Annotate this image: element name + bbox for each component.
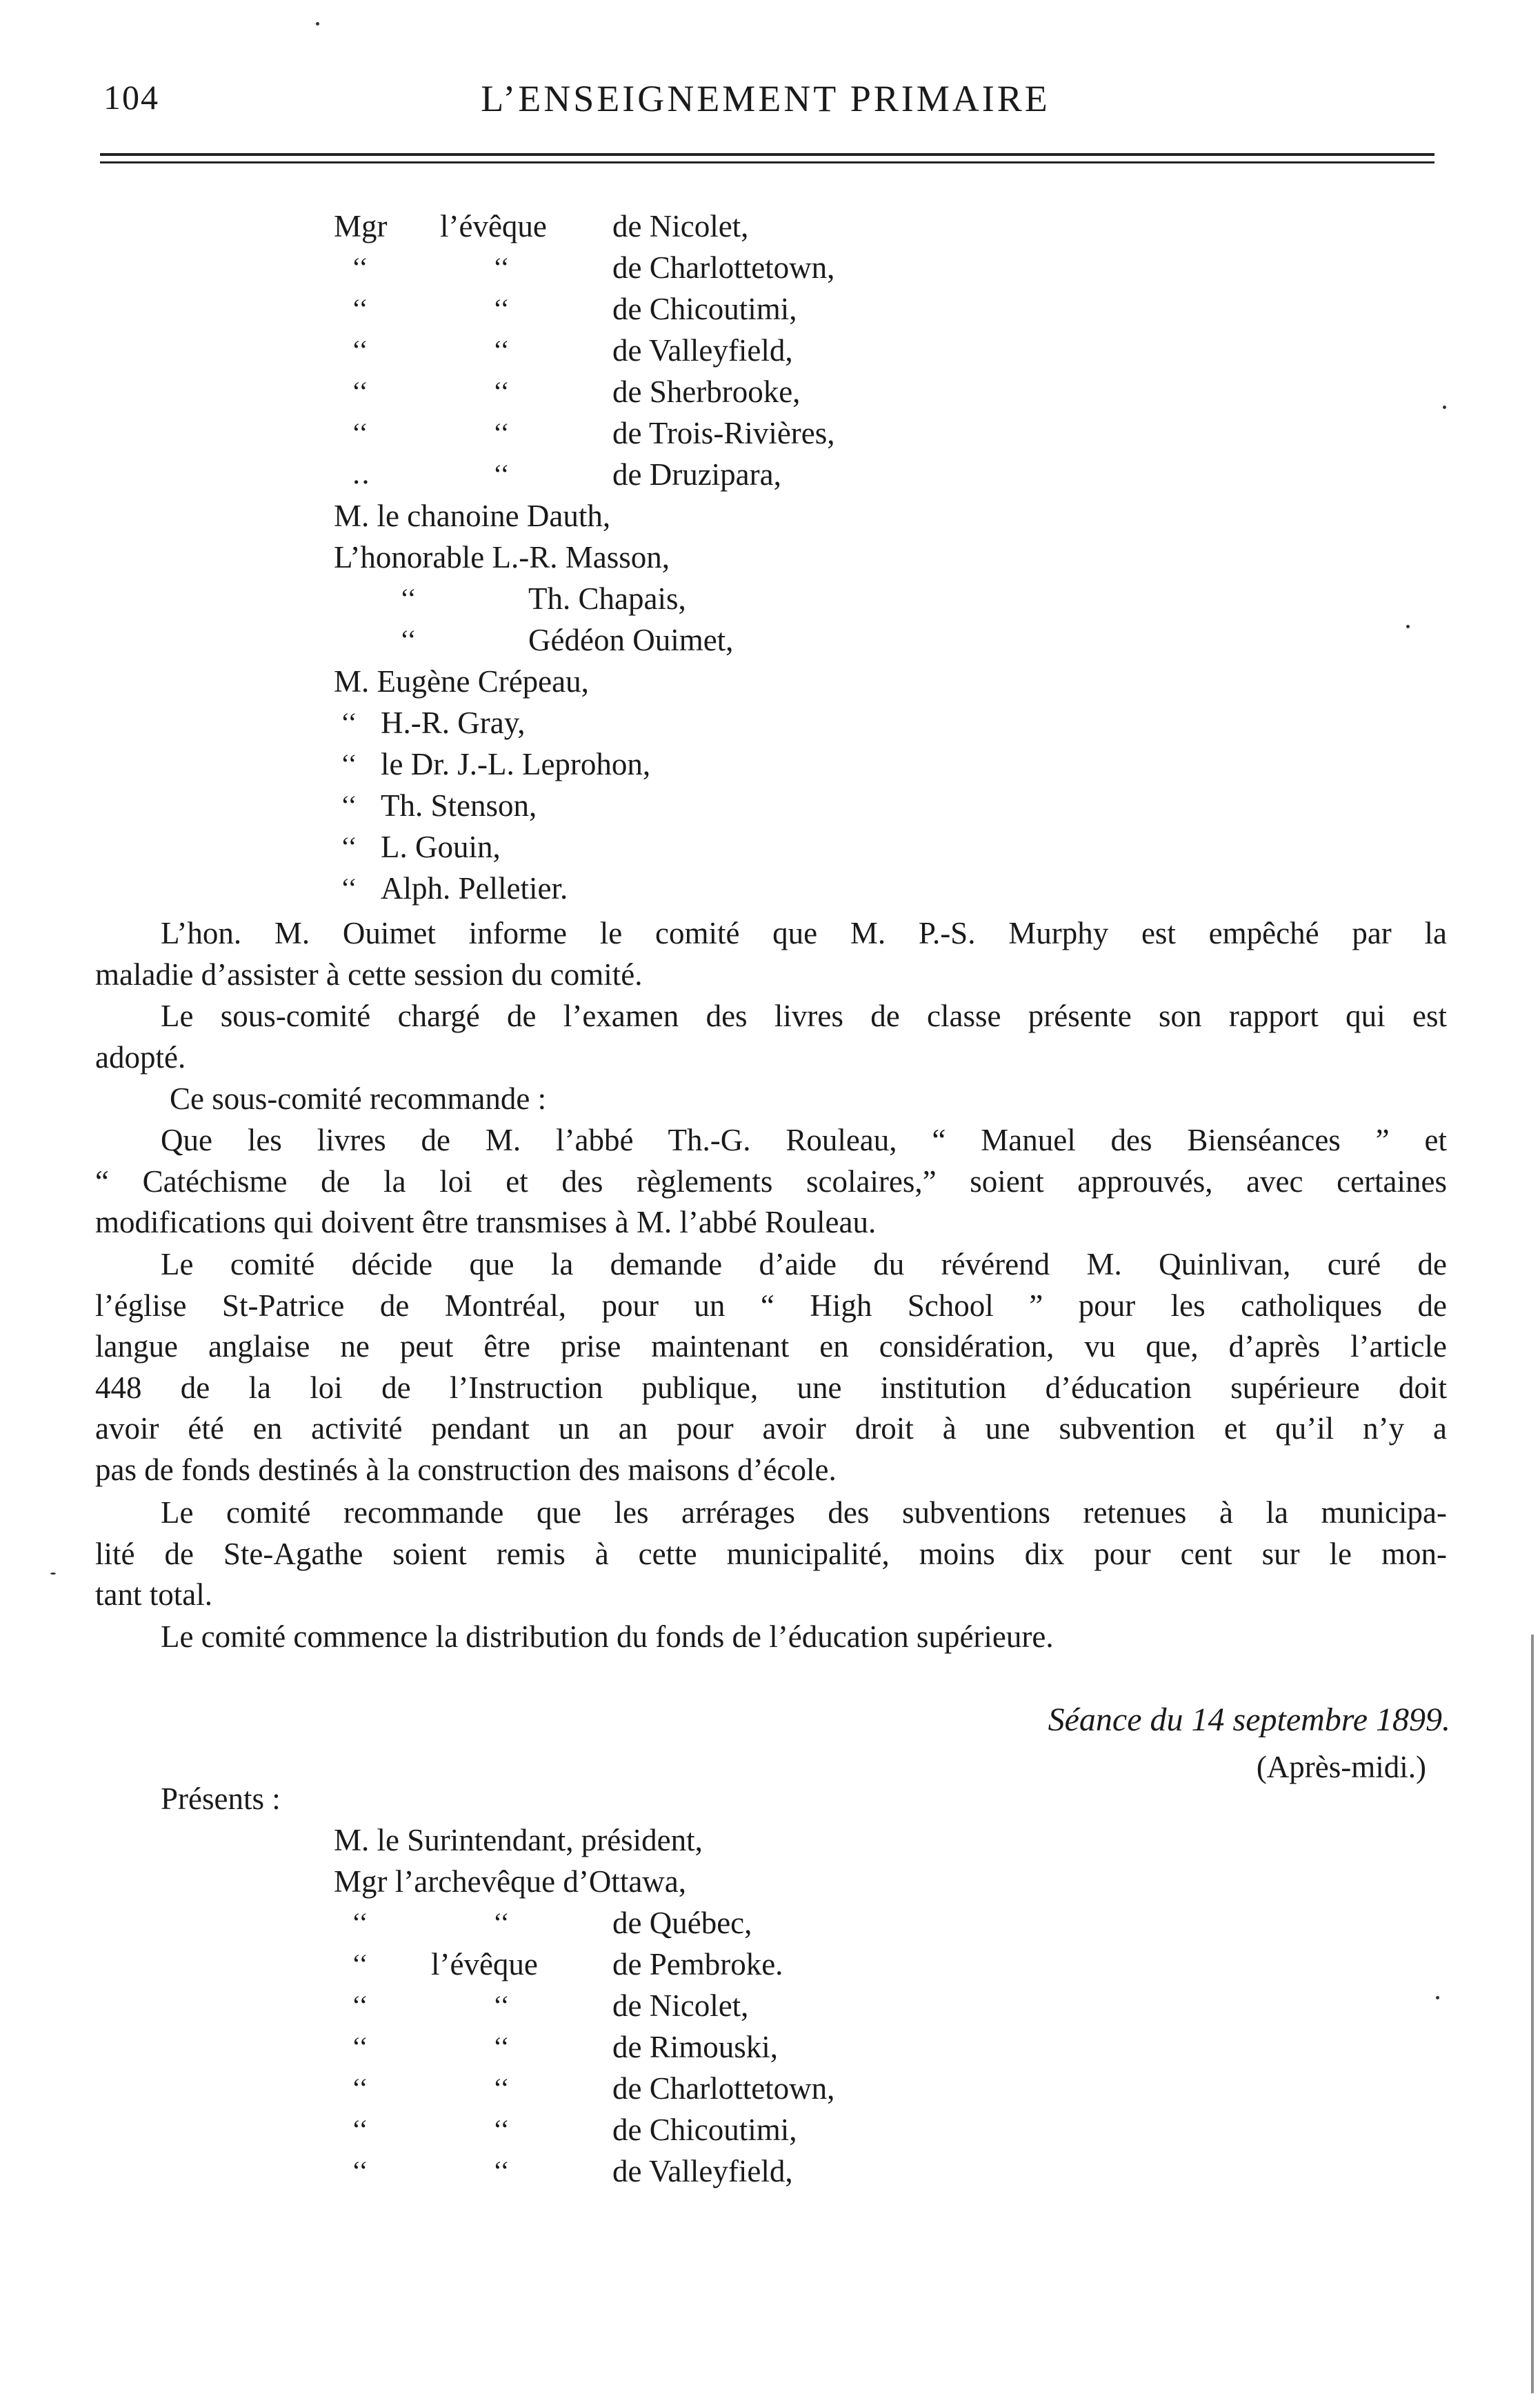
list-item: de Charlottetown, xyxy=(612,250,835,285)
ditto-mark: ‘‘ xyxy=(493,1990,510,2021)
ditto-mark: ‘‘ xyxy=(352,1907,368,1938)
text-line: langue anglaise ne peut être prise maintenant en considération, vu que, d’après l’article xyxy=(95,1329,1447,1364)
list-item: M. Eugène Crépeau, xyxy=(334,664,589,699)
paragraph-sous-comite xyxy=(95,996,1447,1078)
list-item: de Québec, xyxy=(612,1906,752,1940)
list-item-eveque: l’évêque xyxy=(431,1947,538,1981)
list-item: de Trois-Rivières, xyxy=(612,416,835,450)
ditto-mark: ‘‘ xyxy=(493,459,510,490)
text-line: avoir été en activité pendant un an pour avoir droit à une subvention et qu’il n’y a xyxy=(95,1411,1447,1446)
list-item: Th. Stenson, xyxy=(381,788,537,823)
text-line: maladie d’assister à cette session du comité. xyxy=(95,957,643,992)
page-number: 104 xyxy=(103,78,159,117)
list-item: Alph. Pelletier. xyxy=(381,871,568,906)
text-line: Le comité décide que la demande d’aide du révérend M. Quinlivan, curé de xyxy=(161,1247,1447,1281)
list-item: de Pembroke. xyxy=(612,1947,783,1981)
ditto-mark: ‘‘ xyxy=(493,293,510,324)
ditto-mark: ‘‘ xyxy=(352,293,368,324)
scan-speck xyxy=(1436,1996,1439,1999)
ditto-mark: ‘‘ xyxy=(400,624,417,655)
text-line: tant total. xyxy=(95,1577,212,1612)
scan-edge-line xyxy=(1531,1635,1534,2393)
header-rule-top xyxy=(100,153,1434,156)
running-head xyxy=(97,77,1434,126)
list-item: M. le chanoine Dauth, xyxy=(334,499,611,533)
list-item: de Rimouski, xyxy=(612,2030,779,2064)
text-line: Le comité recommande que les arrérages des subventions retenues à la municipa- xyxy=(161,1495,1447,1530)
text-line: Ce sous-comité recommande : xyxy=(170,1081,547,1116)
ditto-mark: ‘‘ xyxy=(493,417,510,448)
paragraph-recommande xyxy=(95,1079,1447,1120)
ditto-mark: ‘‘ xyxy=(341,707,357,738)
text-line: adopté. xyxy=(95,1039,186,1075)
list-item-eveque: l’évêque xyxy=(440,209,547,243)
ditto-mark: ‘‘ xyxy=(493,2155,510,2186)
text-line: modifications qui doivent être transmises à M. l’abbé Rouleau. xyxy=(95,1205,877,1239)
list-item: L’honorable L.-R. Masson, xyxy=(334,540,670,575)
ditto-mark: ‘‘ xyxy=(493,2031,510,2062)
text-line: 448 de la loi de l’Instruction publique, une institution d’éducation supérieure doit xyxy=(95,1370,1447,1405)
scan-speck xyxy=(1443,406,1446,409)
list-item-nicolet: de Nicolet, xyxy=(612,209,749,243)
text-line: Le sous-comité chargé de l’examen des livres de classe présente son rapport qui est xyxy=(161,999,1447,1033)
session-date: Séance du 14 septembre 1899. xyxy=(1048,1701,1450,1738)
ditto-mark: ‘‘ xyxy=(352,1948,368,1979)
ditto-mark: ‘‘ xyxy=(341,748,357,779)
text-line: “ Catéchisme de la loi et des règlements scolaires,” soient approuvés, avec certaines xyxy=(95,1164,1447,1199)
list-item: de Chicoutimi, xyxy=(612,2113,797,2147)
ditto-mark: ‘‘ xyxy=(352,2155,368,2186)
list-item: de Druzipara, xyxy=(612,457,781,492)
ditto-mark: ‘‘ xyxy=(493,376,510,407)
scan-speck xyxy=(316,22,319,26)
text-line: pas de fonds destinés à la construction des maisons d’école. xyxy=(95,1452,837,1487)
list-item: H.-R. Gray, xyxy=(381,706,526,740)
paragraph-quinlivan xyxy=(95,1244,1447,1490)
paragraph-livres-rouleau xyxy=(95,1120,1447,1244)
ditto-mark: ‘‘ xyxy=(352,335,368,366)
ditto-mark: ‘‘ xyxy=(341,831,357,862)
list-item: Mgr l’archevêque d’Ottawa, xyxy=(334,1864,687,1899)
list-item: de Chicoutimi, xyxy=(612,292,797,326)
ditto-mark: ‘‘ xyxy=(352,2114,368,2145)
text-line: L’hon. M. Ouimet informe le comité que M. P.-S. Murphy est empêché par la xyxy=(161,916,1447,950)
ditto-mark: ‘‘ xyxy=(352,1990,368,2021)
paragraph-murphy xyxy=(95,913,1447,995)
list-item: de Sherbrooke, xyxy=(612,375,801,409)
list-item: Th. Chapais, xyxy=(528,581,686,616)
text-line: Que les livres de M. l’abbé Th.-G. Rouleau, “ Manuel des Bienséances ” et xyxy=(161,1123,1447,1157)
ditto-mark: ‘‘ xyxy=(352,2031,368,2062)
ditto-mark: ‘‘ xyxy=(493,2114,510,2145)
session-time: (Après-midi.) xyxy=(1256,1750,1426,1784)
list-item-mgr: Mgr xyxy=(334,209,388,243)
list-item: de Valleyfield, xyxy=(612,2154,793,2188)
list-item: de Charlottetown, xyxy=(612,2071,835,2106)
text-line: lité de Ste-Agathe soient remis à cette municipalité, moins dix pour cent sur le mon- xyxy=(95,1536,1447,1571)
list-item: de Nicolet, xyxy=(612,1988,749,2023)
list-item: le Dr. J.-L. Leprohon, xyxy=(381,747,651,781)
scan-speck xyxy=(1406,625,1410,628)
paragraph-ste-agathe xyxy=(95,1492,1447,1616)
ditto-mark: ‘‘ xyxy=(341,790,357,821)
ditto-mark: ‘‘ xyxy=(493,1907,510,1938)
ditto-mark: ‘‘ xyxy=(493,2073,510,2104)
ditto-mark: ‘‘ xyxy=(352,417,368,448)
header-rule-bottom xyxy=(100,161,1434,163)
list-item: de Valleyfield, xyxy=(612,333,793,368)
ditto-mark: ‘‘ xyxy=(352,2073,368,2104)
list-item: Gédéon Ouimet, xyxy=(528,623,734,657)
running-title: L’ENSEIGNEMENT PRIMAIRE xyxy=(481,78,1050,119)
ditto-mark: ‘‘ xyxy=(493,252,510,283)
paragraph-distribution xyxy=(95,1617,1447,1658)
ditto-mark: ‘‘ xyxy=(341,872,357,904)
list-item: L. Gouin, xyxy=(381,830,501,864)
scan-speck xyxy=(50,1573,56,1575)
ditto-mark: ‘‘ xyxy=(400,583,417,614)
presents-label: Présents : xyxy=(161,1781,281,1816)
ditto-mark: ‥ xyxy=(352,459,370,490)
ditto-mark: ‘‘ xyxy=(352,376,368,407)
text-line: Le comité commence la distribution du fonds de l’éducation supérieure. xyxy=(161,1619,1054,1654)
ditto-mark: ‘‘ xyxy=(352,252,368,283)
ditto-mark: ‘‘ xyxy=(493,335,510,366)
list-item: M. le Surintendant, président, xyxy=(334,1823,703,1857)
text-line: l’église St-Patrice de Montréal, pour un “ High School ” pour les catholiques de xyxy=(95,1288,1447,1323)
